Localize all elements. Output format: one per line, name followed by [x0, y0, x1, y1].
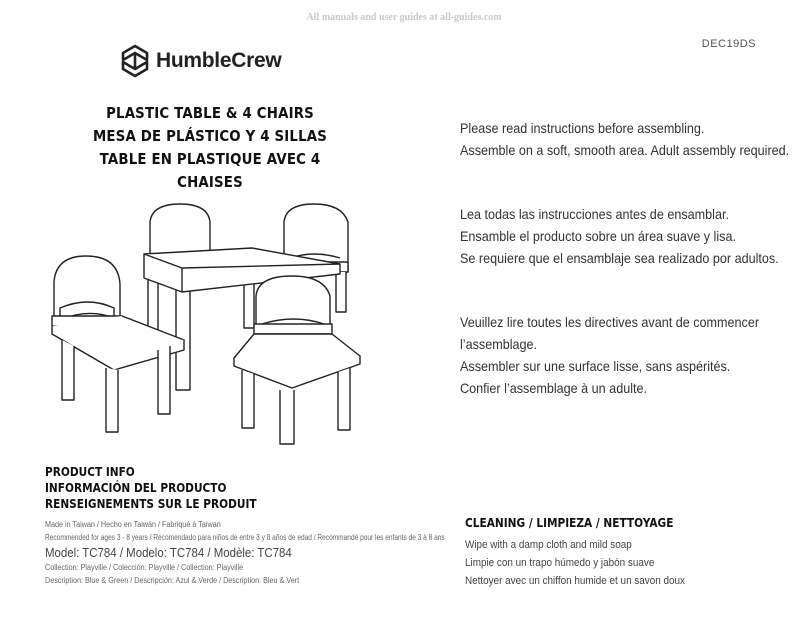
- instruction-line: Assembler sur une surface lisse, sans aspérités.: [460, 358, 731, 374]
- recommended-ages: Recommended for ages 3 - 8 years / Recomendado para niños de entre 3 y 8 años de edad / Recommandé pour les enfants de 3 à 8 ans: [45, 533, 445, 542]
- brand-logo: [120, 44, 281, 78]
- instruction-line: l’assemblage.: [460, 336, 538, 352]
- title-fr: TABLE EN PLASTIQUE AVEC 4 CHAISES: [99, 150, 321, 191]
- cleaning-heading: CLEANING / LIMPIEZA / NETTOYAGE: [465, 516, 674, 530]
- brand-name: HumbleCrew: [156, 49, 282, 72]
- cleaning-section: [465, 516, 785, 590]
- watermark: All manuals and user guides at all-guides.com: [306, 12, 502, 23]
- instructions-en: [460, 117, 790, 161]
- product-titles: [60, 102, 360, 194]
- cleaning-line-es: Limpie con un trapo húmedo y jabón suave: [465, 557, 655, 569]
- cleaning-line-en: Wipe with a damp cloth and mild soap: [465, 539, 632, 551]
- instruction-line: Veuillez lire toutes les directives avant de commencer: [460, 314, 760, 330]
- model-number: Model: TC784 / Modelo: TC784 / Modèle: TC784: [45, 545, 292, 560]
- instruction-line: Ensamble el producto sobre un área suave y lisa.: [460, 228, 736, 244]
- instruction-line: Confier l’assemblage à un adulte.: [460, 380, 648, 396]
- title-en: PLASTIC TABLE & 4 CHAIRS: [106, 104, 314, 122]
- made-in: Made in Taiwan / Hecho en Taiwán / Fabriqué à Taiwan: [45, 520, 221, 529]
- instruction-line: Lea todas las instrucciones antes de ensamblar.: [460, 206, 729, 222]
- product-info-heading-fr: RENSEIGNEMENTS SUR LE PRODUIT: [45, 497, 257, 511]
- document-code: DEC19DS: [701, 38, 756, 50]
- instruction-line: Se requiere que el ensamblaje sea realizado por adultos.: [460, 250, 779, 266]
- title-es: MESA DE PLÁSTICO Y 4 SILLAS: [92, 127, 328, 145]
- humblecrew-logo-icon: [120, 44, 150, 78]
- product-info-heading-es: INFORMACIÓN DEL PRODUCTO: [45, 481, 227, 495]
- cleaning-line-fr: Nettoyer avec un chiffon humide et un savon doux: [465, 575, 685, 587]
- instruction-line: Please read instructions before assembling.: [460, 120, 705, 136]
- instruction-line: Assemble on a soft, smooth area. Adult assembly required.: [460, 142, 790, 158]
- description: Description: Blue & Green / Descripción: Azul & Verde / Description: Bleu & Vert: [45, 576, 300, 585]
- assembly-instructions: [460, 117, 800, 441]
- product-info-heading-en: PRODUCT INFO: [45, 465, 135, 479]
- collection: Collection: Playville / Colección: Playville / Collection: Playville: [45, 563, 244, 572]
- instructions-es: [460, 203, 779, 269]
- instructions-fr: [460, 311, 766, 399]
- product-info: [45, 464, 445, 587]
- table-and-chairs-illustration: [48, 200, 368, 450]
